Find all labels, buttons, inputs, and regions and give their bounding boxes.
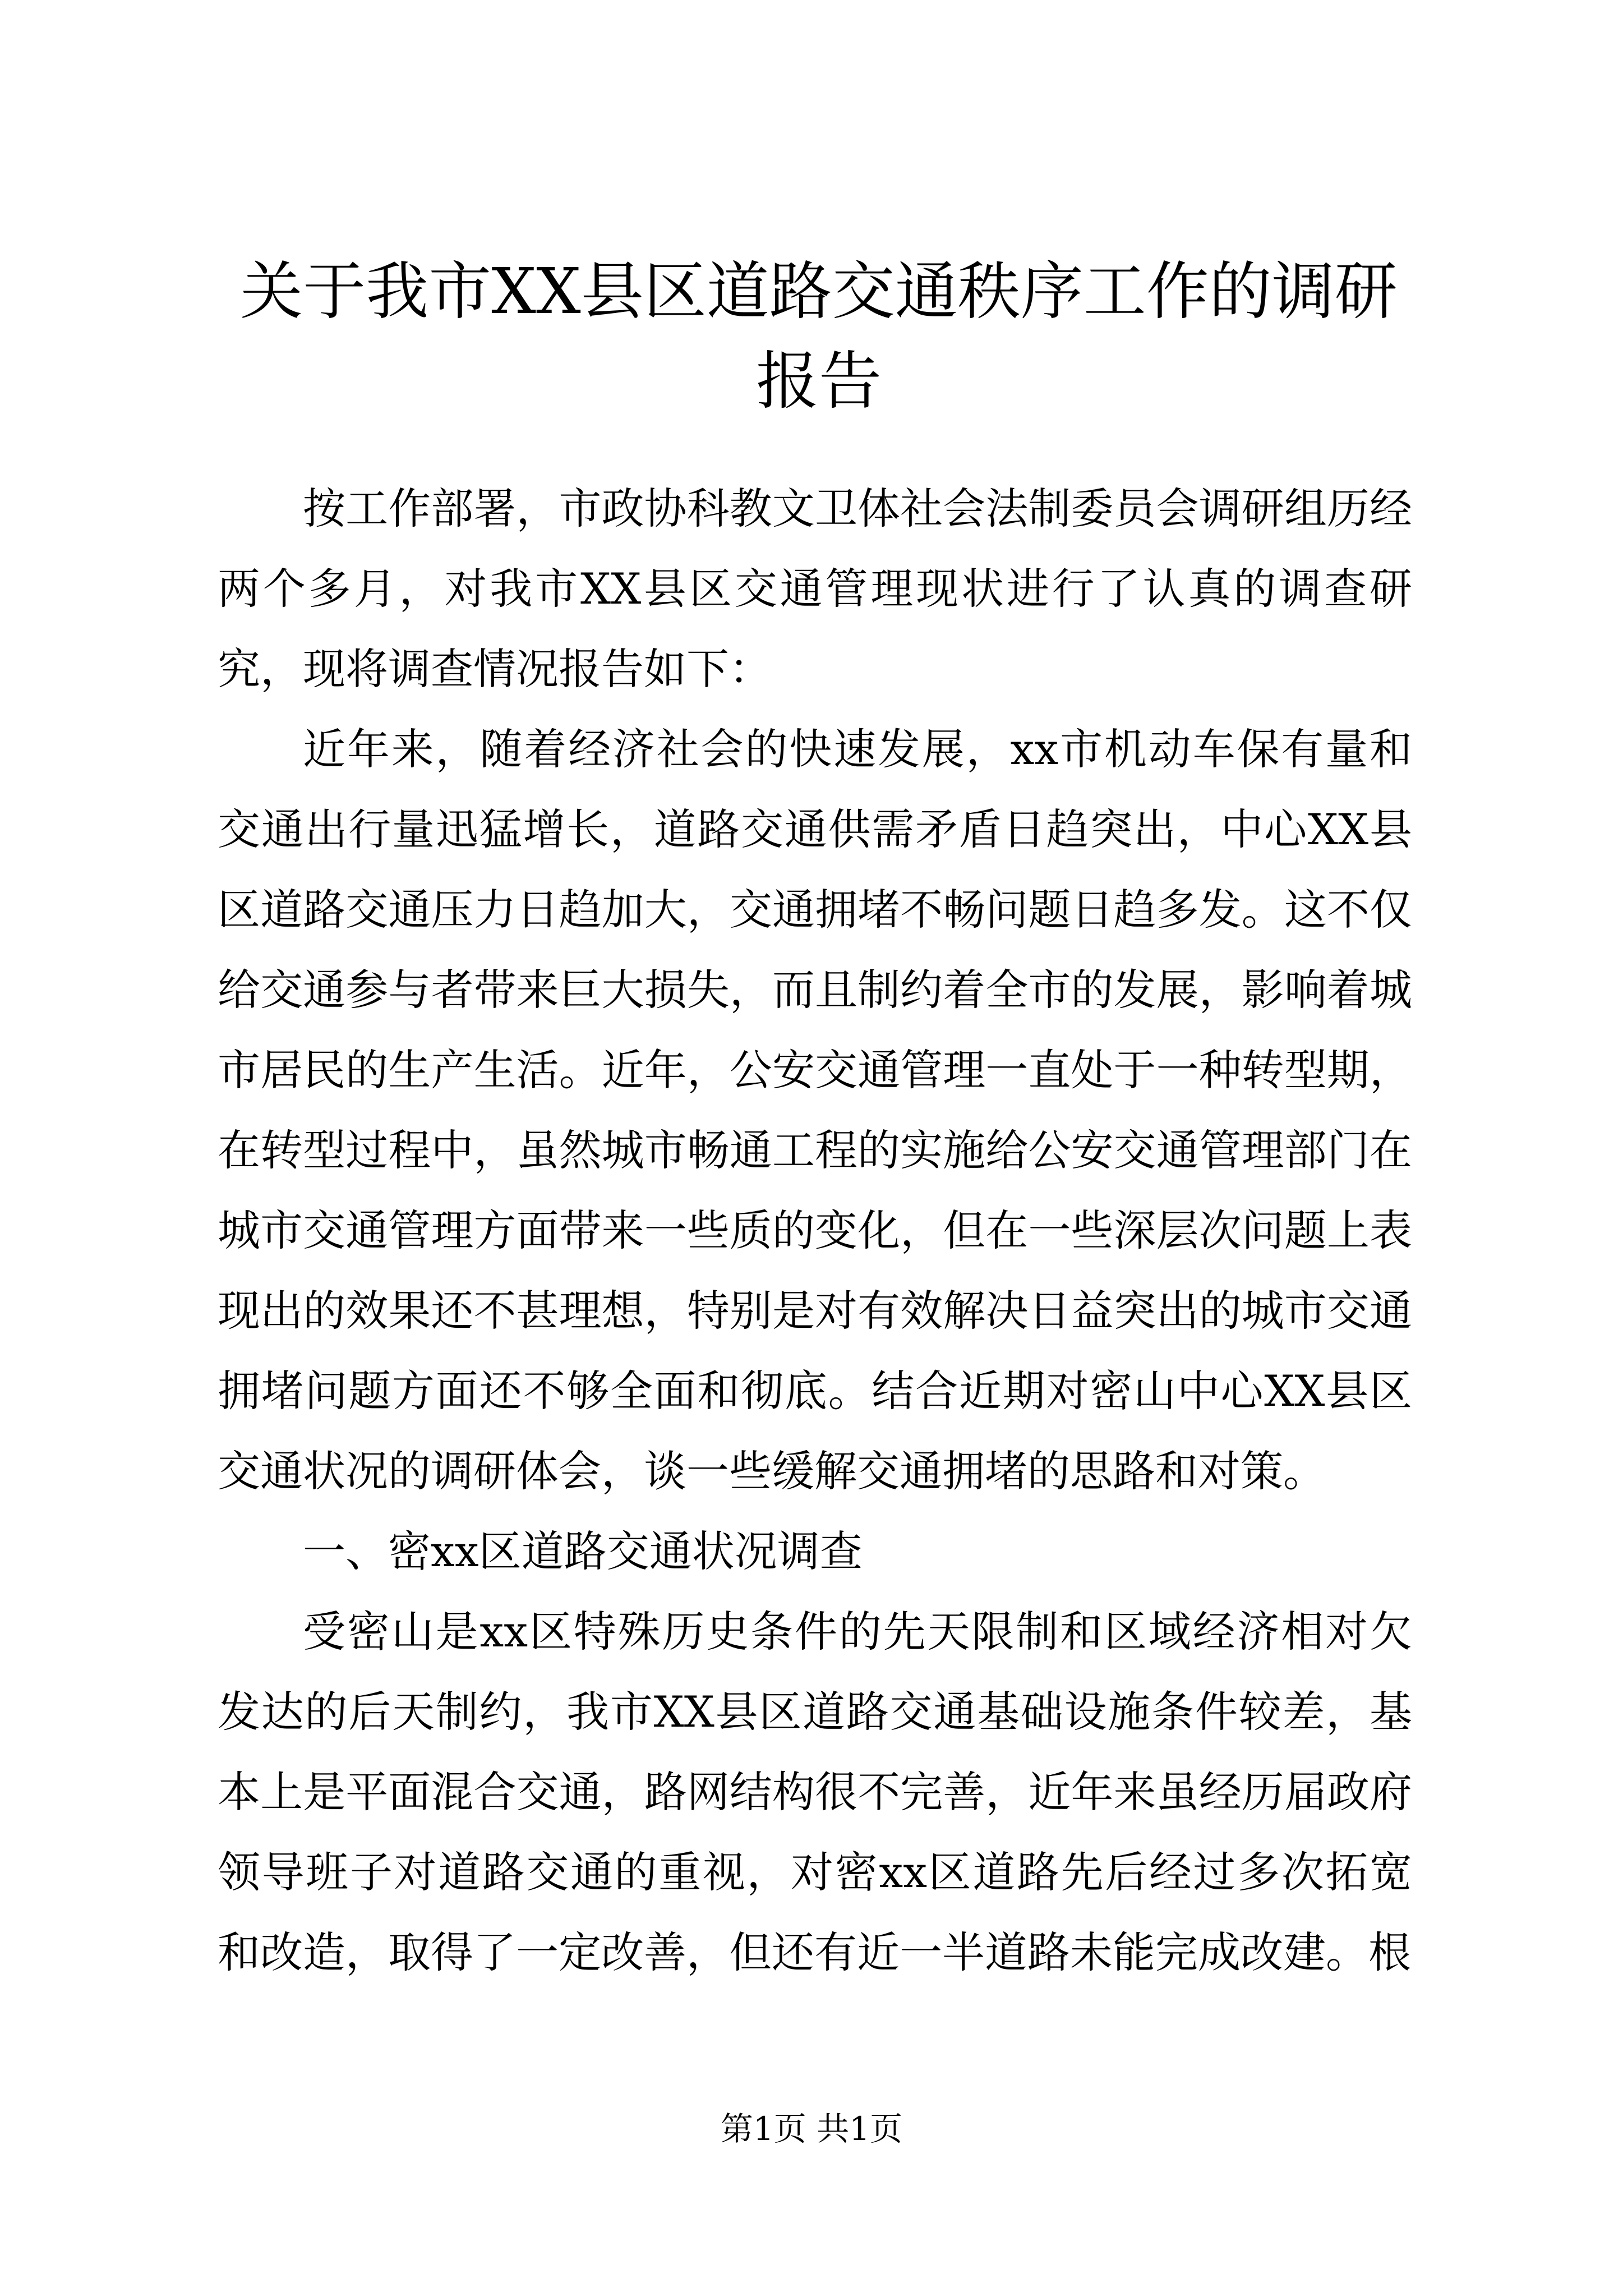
paragraph-intro: 按工作部署，市政协科教文卫体社会法制委员会调研组历经两个多月，对我市XX县区交通管理现状进行了认真的调查研究，现将调查情况报告如下： bbox=[218, 484, 1412, 694]
page-number-footer: 第1页 共1页 bbox=[720, 2110, 903, 2148]
paragraph-background: 近年来，随着经济社会的快速发展，xx市机动车保有量和交通出行量迅猛增长，道路交通供需矛盾日趋突出，中心XX县区道路交通压力日趋加大，交通拥堵不畅问题日趋多发。这不仅给交通参与者带来巨大损失，而且制约着全市的发展，影响着城市居民的生产生活。近年，公安交通管理一直处于一种转型期，在转型过程中，虽然城市畅通工程的实施给公安交通管理部门在城市交通管理方面带来一些质的变化，但在一些深层次问题上表现出的效果还不甚理想，特别是对有效解决日益突出的城市交通拥堵问题方面还不够全面和彻底。结合近期对密山中心XX县区交通状况的调研体会，谈一些缓解交通拥堵的思路和对策。 bbox=[218, 724, 1412, 1496]
document-body bbox=[218, 468, 1412, 1993]
document-title: 关于我市XX县区道路交通秩序工作的调研报告 bbox=[240, 255, 1398, 418]
section-heading-1: 一、密xx区道路交通状况调查 bbox=[303, 1526, 863, 1576]
paragraph-section-1: 受密山是xx区特殊历史条件的先天限制和区域经济相对欠发达的后天制约，我市XX县区道路交通基础设施条件较差，基本上是平面混合交通，路网结构很不完善，近年来虽经历届政府领导班子对道路交通的重视，对密xx区道路先后经过多次拓宽和改造，取得了一定改善，但还有近一半道路未能完成改建。根 bbox=[218, 1607, 1412, 1977]
